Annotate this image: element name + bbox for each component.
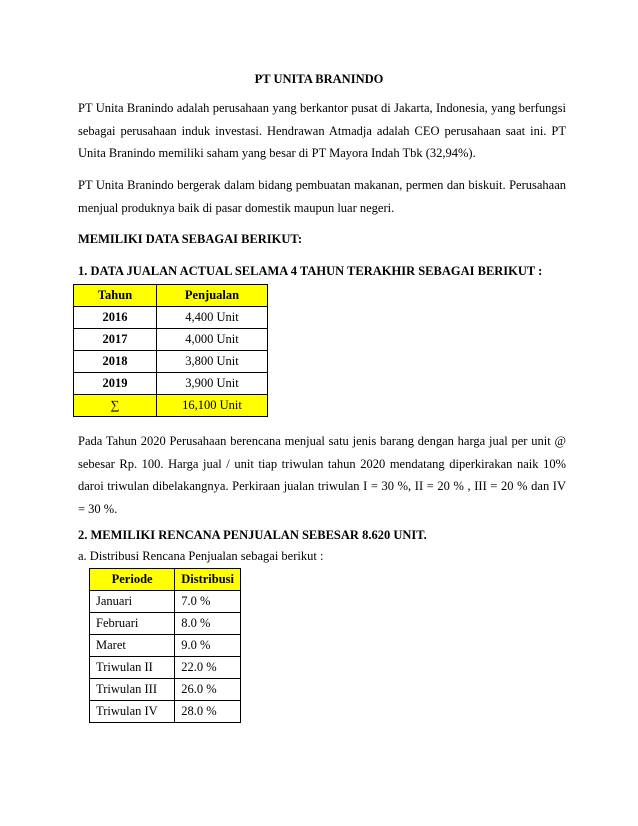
distribution-cell: 28.0 %: [175, 701, 241, 723]
column-header-periode: Periode: [90, 569, 175, 591]
year-cell: 2017: [74, 329, 157, 351]
sales-table: [73, 284, 268, 417]
sales-cell: 3,800 Unit: [157, 351, 268, 373]
document-title: PT UNITA BRANINDO: [254, 72, 384, 86]
table-row: [90, 701, 241, 723]
period-cell: Februari: [90, 613, 175, 635]
table-row: [90, 591, 241, 613]
distribution-cell: 9.0 %: [175, 635, 241, 657]
total-row: [74, 395, 268, 417]
table-row: [74, 351, 268, 373]
table-row: [74, 307, 268, 329]
sum-symbol: ∑: [74, 395, 157, 417]
sales-table-header: [74, 285, 268, 307]
period-cell: Triwulan III: [90, 679, 175, 701]
period-cell: Januari: [90, 591, 175, 613]
intro-paragraph: PT Unita Branindo adalah perusahaan yang berkantor pusat di Jakarta, Indonesia, yang berfungsi sebagai perusahaan induk investasi. Hendrawan Atmadja adalah CEO perusahaan saat ini. PT Unita Branindo memiliki saham yang besar di PT Mayora Indah Tbk (32,94%).: [78, 101, 566, 160]
year-cell: 2016: [74, 307, 157, 329]
distribution-cell: 7.0 %: [175, 591, 241, 613]
period-cell: Triwulan IV: [90, 701, 175, 723]
data-heading: MEMILIKI DATA SEBAGAI BERIKUT:: [78, 232, 302, 246]
sales-cell: 4,400 Unit: [157, 307, 268, 329]
period-cell: Triwulan II: [90, 657, 175, 679]
year-cell: 2019: [74, 373, 157, 395]
table-row: [90, 635, 241, 657]
distribution-cell: 22.0 %: [175, 657, 241, 679]
sales-cell: 3,900 Unit: [157, 373, 268, 395]
table-row: [74, 329, 268, 351]
period-cell: Maret: [90, 635, 175, 657]
distribution-table: [89, 568, 241, 723]
distribution-cell: 8.0 %: [175, 613, 241, 635]
year-cell: 2018: [74, 351, 157, 373]
section2-subheading: a. Distribusi Rencana Penjualan sebagai berikut :: [78, 549, 324, 563]
table-row: [90, 657, 241, 679]
column-header-penjualan: Penjualan: [157, 285, 268, 307]
table-row: [90, 613, 241, 635]
total-value: 16,100 Unit: [157, 395, 268, 417]
table-row: [90, 679, 241, 701]
sales-cell: 4,000 Unit: [157, 329, 268, 351]
section1-heading: 1. DATA JUALAN ACTUAL SELAMA 4 TAHUN TERAKHIR SEBAGAI BERIKUT :: [78, 264, 543, 278]
column-header-distribusi: Distribusi: [175, 569, 241, 591]
plan-paragraph: Pada Tahun 2020 Perusahaan berencana menjual satu jenis barang dengan harga jual per unit @ sebesar Rp. 100. Harga jual / unit tiap triwulan tahun 2020 mendatang diperkirakan naik 10% daroi triwulan dibelakangnya. Perkiraan jualan triwulan I = 30 %, II = 20 % , III = 20 % dan IV = 30 %.: [78, 434, 566, 516]
column-header-tahun: Tahun: [74, 285, 157, 307]
distribution-cell: 26.0 %: [175, 679, 241, 701]
section2-heading: 2. MEMILIKI RENCANA PENJUALAN SEBESAR 8.620 UNIT.: [78, 528, 427, 542]
table-row: [74, 373, 268, 395]
business-paragraph: PT Unita Branindo bergerak dalam bidang pembuatan makanan, permen dan biskuit. Perusahaan menjual produknya baik di pasar domestik maupun luar negeri.: [78, 178, 566, 215]
distribution-table-header: [90, 569, 241, 591]
